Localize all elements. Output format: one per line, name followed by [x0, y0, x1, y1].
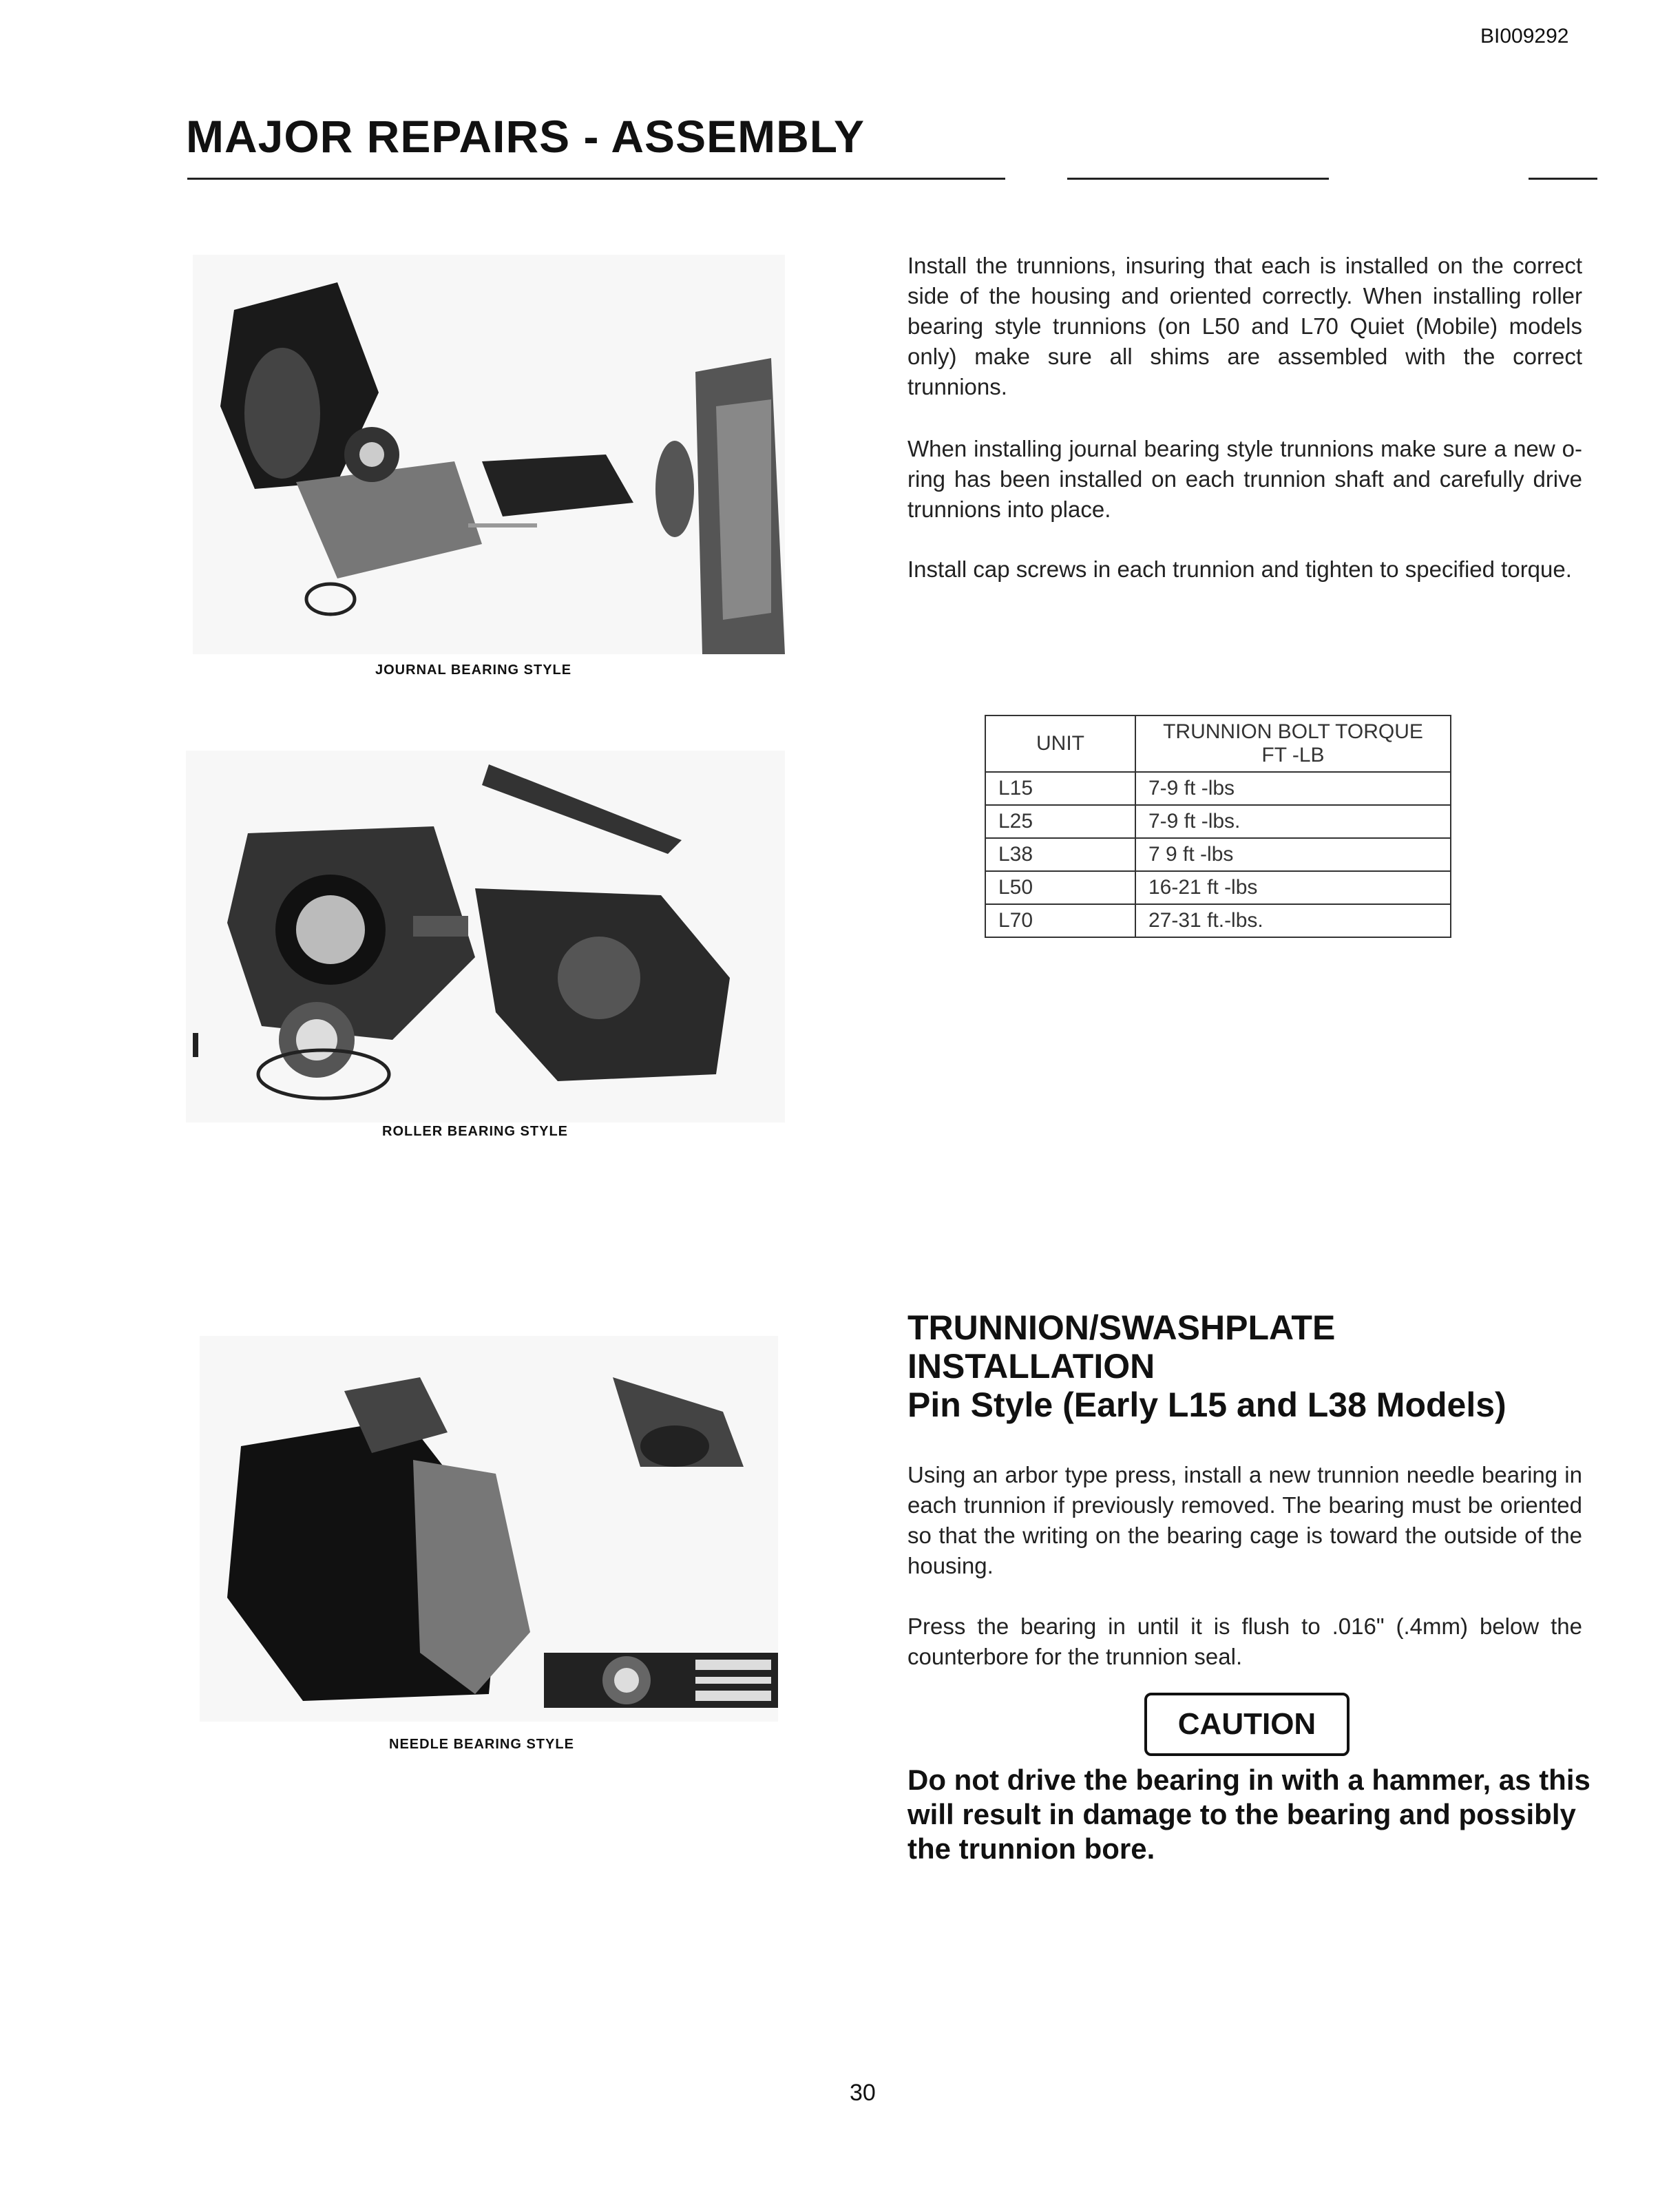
- press-bearing-paragraph: Press the bearing in until it is flush to .016" (.4mm) below the counterbore for the trunnion seal.: [907, 1613, 1582, 1669]
- page-title: MAJOR REPAIRS - ASSEMBLY: [186, 111, 865, 162]
- title-rule-right: [1067, 178, 1329, 180]
- section-heading-line2: INSTALLATION: [907, 1347, 1155, 1386]
- table-row: [985, 805, 1451, 838]
- section-subheading: Pin Style (Early L15 and L38 Models): [907, 1386, 1506, 1424]
- unit-cell: L50: [985, 871, 1135, 904]
- unit-cell: L70: [985, 904, 1135, 937]
- table-row: [985, 772, 1451, 805]
- torque-cell: 7-9 ft -lbs.: [1135, 805, 1451, 838]
- torque-table: [985, 715, 1451, 938]
- roller-bearing-photo: [186, 751, 785, 1122]
- page-number: 30: [850, 2080, 876, 2106]
- document-id: BI009292: [1480, 25, 1569, 48]
- unit-column-header: UNIT: [985, 715, 1135, 772]
- roller-caption: ROLLER BEARING STYLE: [382, 1124, 569, 1139]
- title-rule-middle: [792, 178, 1005, 180]
- unit-cell: L38: [985, 838, 1135, 871]
- journal-trunnions-paragraph: When installing journal bearing style trunnions make sure a new o-ring has been installed on each trunnion shaft and carefully drive trunnions into place.: [907, 436, 1582, 522]
- table-row: [985, 904, 1451, 937]
- needle-caption: NEEDLE BEARING STYLE: [389, 1737, 574, 1752]
- torque-column-title: TRUNNION BOLT TORQUE: [1163, 720, 1423, 743]
- torque-cell: 7-9 ft -lbs: [1135, 772, 1451, 805]
- caution-warning-text: Do not drive the bearing in with a hammer, as this will result in damage to the bearing and possibly the trunnion bore.: [907, 1764, 1590, 1865]
- torque-cell: 16-21 ft -lbs: [1135, 871, 1451, 904]
- torque-column-header: [1135, 715, 1451, 772]
- table-row: [985, 871, 1451, 904]
- unit-cell: L25: [985, 805, 1135, 838]
- table-row: [985, 838, 1451, 871]
- journal-bearing-photo: [193, 255, 785, 654]
- journal-caption: JOURNAL BEARING STYLE: [375, 662, 572, 678]
- unit-cell: L15: [985, 772, 1135, 805]
- torque-cell: 7 9 ft -lbs: [1135, 838, 1451, 871]
- title-rule-end: [1529, 178, 1597, 180]
- arbor-press-paragraph: Using an arbor type press, install a new trunnion needle bearing in each trunnion if previously removed. The bearing must be oriented so that the writing on the bearing cage is toward the outside of the housing.: [907, 1462, 1582, 1578]
- install-trunnions-paragraph: Install the trunnions, insuring that each is installed on the correct side of the housing and oriented correctly. When installing roller bearing style trunnions (on L50 and L70 Quiet (Mobile) models only) make sure all shims are assembled with the correct trunnions.: [907, 253, 1582, 399]
- section-heading: [907, 1308, 1506, 1424]
- needle-bearing-photo: [200, 1336, 778, 1722]
- caution-label: CAUTION: [1144, 1693, 1350, 1756]
- torque-cell: 27-31 ft.-lbs.: [1135, 904, 1451, 937]
- torque-column-unit: FT -LB: [1261, 744, 1325, 766]
- section-heading-line1: TRUNNION/SWASHPLATE: [907, 1308, 1336, 1347]
- cap-screws-paragraph: Install cap screws in each trunnion and tighten to specified torque.: [907, 556, 1572, 582]
